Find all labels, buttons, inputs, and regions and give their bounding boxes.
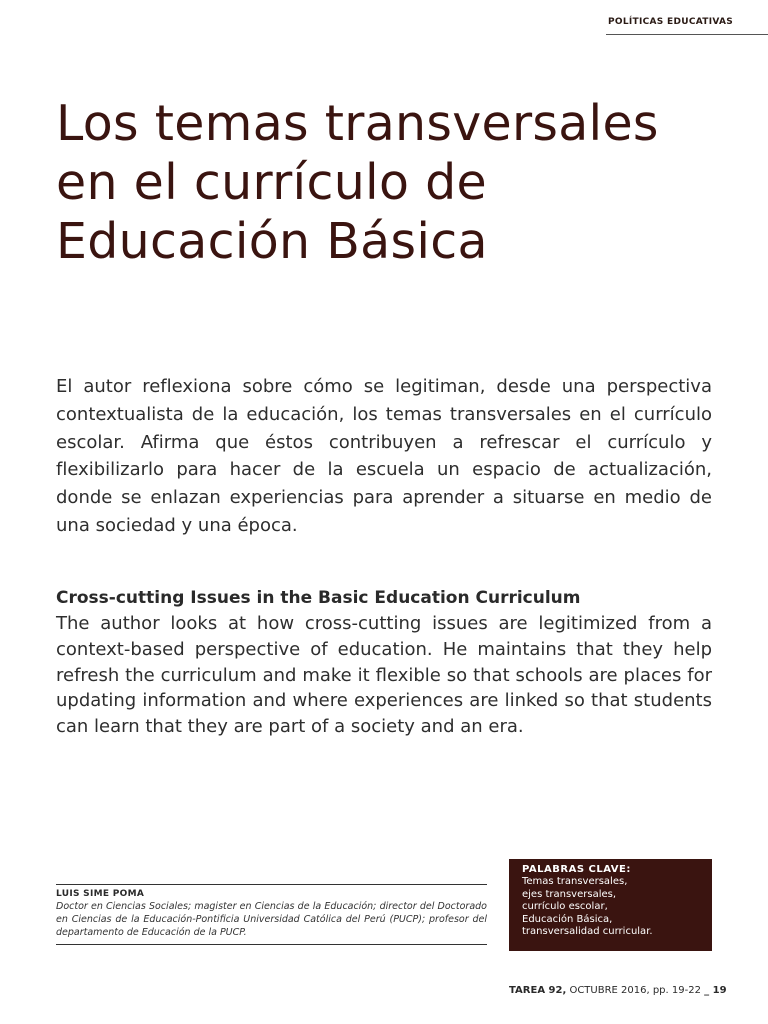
keyword-item: Educación Básica, (522, 913, 613, 925)
footer-journal: TAREA 92, (509, 985, 567, 996)
keywords-list (522, 876, 712, 939)
author-bio: Doctor en Ciencias Sociales; magister en Ciencias de la Educación; director del Doctorado en Ciencias de la Educación-Pontificia Universidad Católica del Perú (PUCP); profesor del departamento de Educación de la PUCP. (56, 901, 487, 938)
section-rule (606, 34, 768, 35)
keywords-title: PALABRAS CLAVE: (522, 864, 631, 875)
abstract-spanish: El autor reflexiona sobre cómo se legitiman, desde una perspectiva contextualista de la educación, los temas transversales en el currículo escolar. Afirma que éstos contribuyen a refrescar el currículo y flexibilizarlo para hacer de la escuela un espacio de actualización, donde se enlazan experiencias para aprender a situarse en medio de una sociedad y una época. (56, 376, 712, 536)
footer-separator: _ (704, 985, 713, 996)
title-line: Educación Básica (56, 213, 488, 270)
keywords-box (509, 859, 712, 951)
keyword-item: transversalidad curricular. (522, 926, 653, 938)
keyword-item: currículo escolar, (522, 901, 608, 913)
article-title (56, 94, 746, 271)
footer-issue: OCTUBRE 2016, pp. 19-22 (566, 985, 705, 996)
english-abstract-block (56, 585, 712, 740)
page-footer (509, 985, 727, 996)
author-name: LUIS SIME POMA (56, 889, 145, 899)
section-label: POLÍTICAS EDUCATIVAS (608, 17, 734, 27)
author-box (56, 884, 487, 945)
english-title: Cross-cutting Issues in the Basic Education Curriculum (56, 588, 581, 608)
keyword-item: Temas transversales, (522, 876, 628, 887)
abstract-english: The author looks at how cross-cutting issues are legitimized from a context-based perspective of education. He maintains that they help refresh the curriculum and make it flexible so that schools are places for updating information and where experiences are linked so that students can learn that they are part of a society and an era. (56, 613, 712, 738)
title-line: en el currículo de (56, 154, 487, 211)
page-number: 19 (712, 985, 727, 996)
title-line: Los temas transversales (56, 95, 659, 152)
keyword-item: ejes transversales, (522, 888, 617, 900)
